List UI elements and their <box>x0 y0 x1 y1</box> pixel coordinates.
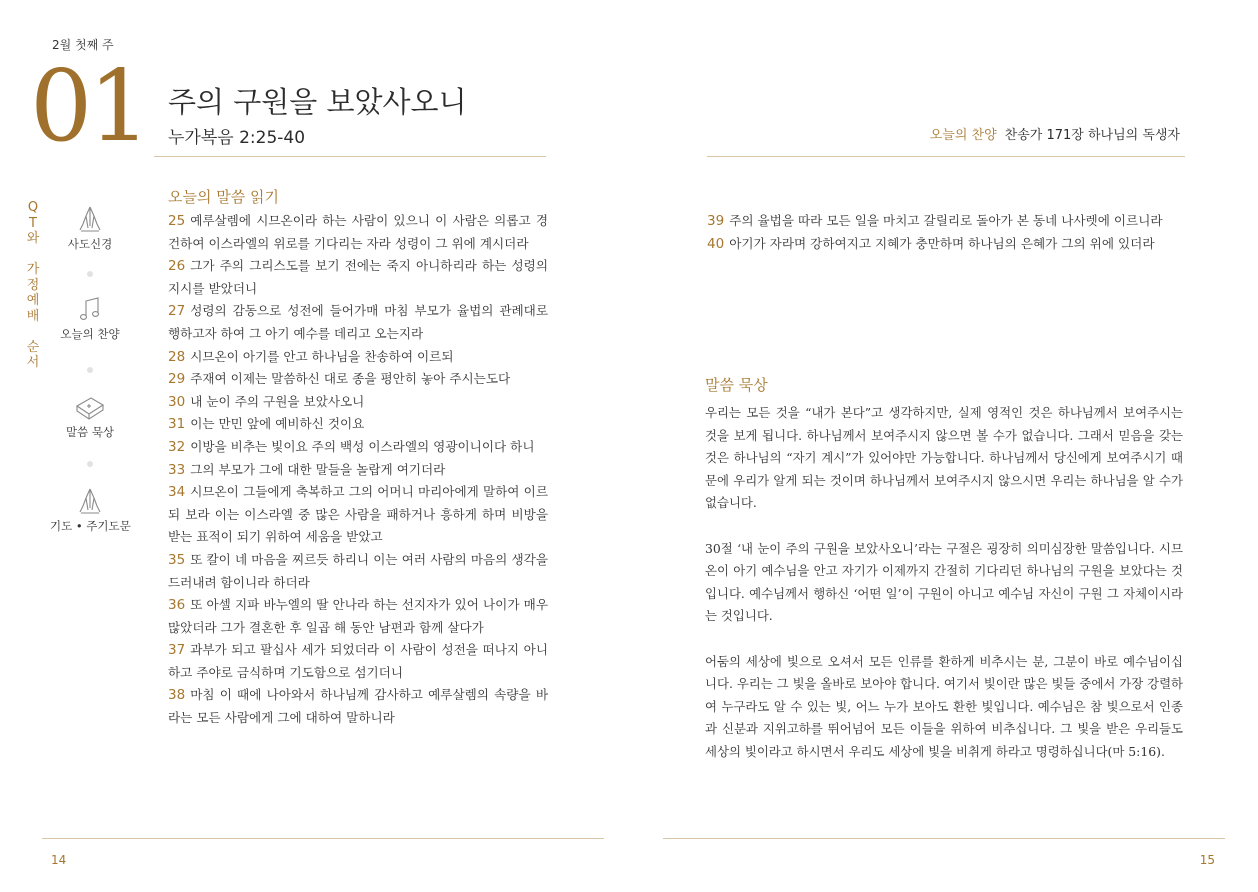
bible-book-icon <box>74 392 106 422</box>
verse <box>707 210 1185 233</box>
verse <box>168 368 548 391</box>
verse <box>168 639 548 684</box>
verse-text: 예루살렘에 시므온이라 하는 사람이 있으니 이 사람은 의롭고 경건하여 이스라엘의 위로를 기다리는 자라 성령이 그 위에 계시더라 <box>168 213 548 251</box>
verse-text: 그의 부모가 그에 대한 말들을 놀랍게 여기더라 <box>190 461 446 477</box>
meditation-paragraph: 우리는 모든 것을 “내가 본다”고 생각하지만, 실제 영적인 것은 하나님께서 보여주시는 것을 보게 됩니다. 하나님께서 보여주시지 않으면 볼 수가 없습니다. 그래서 믿음을 갖는 것은 하나님의 “자기 계시”가 있어야만 가능합니다. 하나님께서 당신에게 보여주시기 때문에 우리가 알게 되는 것이며 하나님께서 보여주시지 않으시면 우리는 하나님을 알 수가 없습니다. <box>705 405 1183 511</box>
header-divider-right <box>707 156 1185 157</box>
meditation-paragraph: 어둠의 세상에 빛으로 오셔서 모든 인류를 환하게 비추시는 분, 그분이 바로 예수님이십니다. 우리는 그 빛을 올바로 보아야 합니다. 여기서 빛이란 많은 빛들 중에서 가장 강렬하여 누구라도 알 수 있는 빛, 어느 누가 보아도 환한 빛입니다. 예수님은 참 빛으로서 인종과 신분과 지위고하를 뛰어넘어 모든 이들을 위하여 비추십니다. 그 빛을 받은 우리들도 세상의 빛이라고 하시면서 우리도 세상에 빛을 비취게 하라고 명령하십니다(마 5:16). <box>705 653 1184 759</box>
music-note-icon <box>77 296 103 324</box>
verse <box>168 413 548 436</box>
sidebar-item-prayer: 기도 • 주기도문 <box>50 486 130 534</box>
scripture-reference: 누가복음 2:25-40 <box>168 128 306 148</box>
verse <box>168 481 548 549</box>
verse <box>707 233 1185 256</box>
sidebar-item-meditation: 말씀 묵상 <box>50 392 130 440</box>
reading-verses-continued <box>707 210 1185 255</box>
verse-text: 또 아셀 지파 바누엘의 딸 안나라 하는 선지자가 있어 나이가 매우 많았더라 그가 결혼한 후 일곱 해 동안 남편과 함께 살다가 <box>168 597 548 635</box>
verse <box>168 459 548 482</box>
verse-number: 39 <box>707 213 725 229</box>
meditation-heading: 말씀 묵상 <box>705 376 768 394</box>
verse <box>168 594 548 639</box>
verse-number: 37 <box>168 642 186 659</box>
hymn-label: 오늘의 찬양 <box>929 128 997 143</box>
verse <box>168 436 548 459</box>
meditation-paragraph: 30절 ‘내 눈이 주의 구원을 보았사오니’라는 구절은 굉장히 의미심장한 말씀입니다. 시므온이 아기 예수님을 안고 자기가 이제까지 간절히 기다리던 하나님의 구원을 보았다는 것입니다. 예수님께서 행하신 ‘어떤 일’이 구원이 아니고 예수님 자신이 구원 그 자체이시라는 것입니다. <box>705 540 1183 624</box>
verse-text: 마침 이 때에 나아와서 하나님께 감사하고 예루살렘의 속량을 바라는 모든 사람에게 그에 대하여 말하니라 <box>168 687 548 726</box>
sidebar-item-creed: 사도신경 <box>50 204 130 252</box>
page-title: 주의 구원을 보았사오니 <box>168 85 467 119</box>
reading-heading: 오늘의 말씀 읽기 <box>168 188 279 206</box>
worship-order-vertical-label: Q T 와 가 정 예 배 순 서 <box>26 200 40 370</box>
verse-text: 또 칼이 네 마음을 찌르듯 하리니 이는 여러 사람의 마음의 생각을 드러내려 함이니라 하더라 <box>168 551 548 590</box>
hymn-info <box>930 124 1180 143</box>
verse-number: 28 <box>168 348 186 365</box>
verse <box>168 210 548 255</box>
verse-number: 38 <box>168 687 186 704</box>
verse-text: 시므온이 그들에게 축복하고 그의 어머니 마리아에게 말하여 이르되 보라 이는 이스라엘 중 많은 사람을 패하거나 흥하게 하며 비방을 받는 표적이 되기 위하여 세움을 받았고 <box>168 484 548 545</box>
verse <box>168 549 548 594</box>
verse-text: 주재여 이제는 말씀하신 대로 종을 평안히 놓아 주시는도다 <box>190 371 511 387</box>
sidebar-dot <box>87 461 93 467</box>
verse-number: 32 <box>168 438 186 455</box>
reading-verses <box>168 210 548 730</box>
verse-number: 25 <box>168 213 186 229</box>
page-number-left: 14 <box>51 853 67 867</box>
verse-number: 29 <box>168 371 186 388</box>
verse-text: 그가 주의 그리스도를 보기 전에는 죽지 아니하리라 하는 성령의 지시를 받았더니 <box>168 258 548 296</box>
verse-number: 34 <box>168 484 186 501</box>
footer-divider-right <box>663 838 1225 839</box>
verse-text: 아기가 자라며 강하여지고 지혜가 충만하며 하나님의 은혜가 그의 위에 있더라 <box>729 235 1155 251</box>
verse <box>168 255 548 300</box>
verse-number: 26 <box>168 258 186 275</box>
footer-divider-left <box>42 838 604 839</box>
verse-number: 35 <box>168 551 186 568</box>
verse-text: 이는 만민 앞에 예비하신 것이요 <box>190 416 365 432</box>
sidebar-dot <box>87 367 93 373</box>
verse-number: 30 <box>168 393 186 410</box>
verse-number: 33 <box>168 461 186 478</box>
verse <box>168 391 548 414</box>
praying-hands-icon <box>75 486 105 516</box>
verse <box>168 300 548 345</box>
verse <box>168 684 548 729</box>
header-divider-left <box>154 156 546 157</box>
verse-number: 40 <box>707 235 725 252</box>
verse-text: 과부가 되고 팔십사 세가 되었더라 이 사람이 성전을 떠나지 아니하고 주야로 금식하며 기도함으로 섬기더니 <box>168 642 548 680</box>
meditation-body <box>705 402 1183 786</box>
praying-hands-icon <box>75 204 105 234</box>
verse <box>168 346 548 369</box>
verse-text: 주의 율법을 따라 모든 일을 마치고 갈릴리로 돌아가 본 동네 나사렛에 이르니라 <box>729 213 1163 228</box>
week-label: 2월 첫째 주 <box>52 38 114 52</box>
page-number-right: 15 <box>1199 853 1215 867</box>
verse-number: 27 <box>168 303 186 320</box>
hymn-title: 찬송가 171장 하나님의 독생자 <box>1004 128 1180 143</box>
verse-text: 시므온이 아기를 안고 하나님을 찬송하여 이르되 <box>190 348 454 364</box>
lesson-number: 01 <box>30 50 147 164</box>
sidebar-dot <box>87 271 93 277</box>
sidebar-item-hymn: 오늘의 찬양 <box>50 296 130 342</box>
verse-number: 36 <box>168 597 186 614</box>
verse-text: 내 눈이 주의 구원을 보았사오니 <box>190 393 365 409</box>
verse-text: 이방을 비추는 빛이요 주의 백성 이스라엘의 영광이니이다 하니 <box>190 438 535 454</box>
verse-number: 31 <box>168 416 186 433</box>
verse-text: 성령의 감동으로 성전에 들어가매 마침 부모가 율법의 관례대로 행하고자 하여 그 아기 예수를 데리고 오는지라 <box>168 303 548 341</box>
